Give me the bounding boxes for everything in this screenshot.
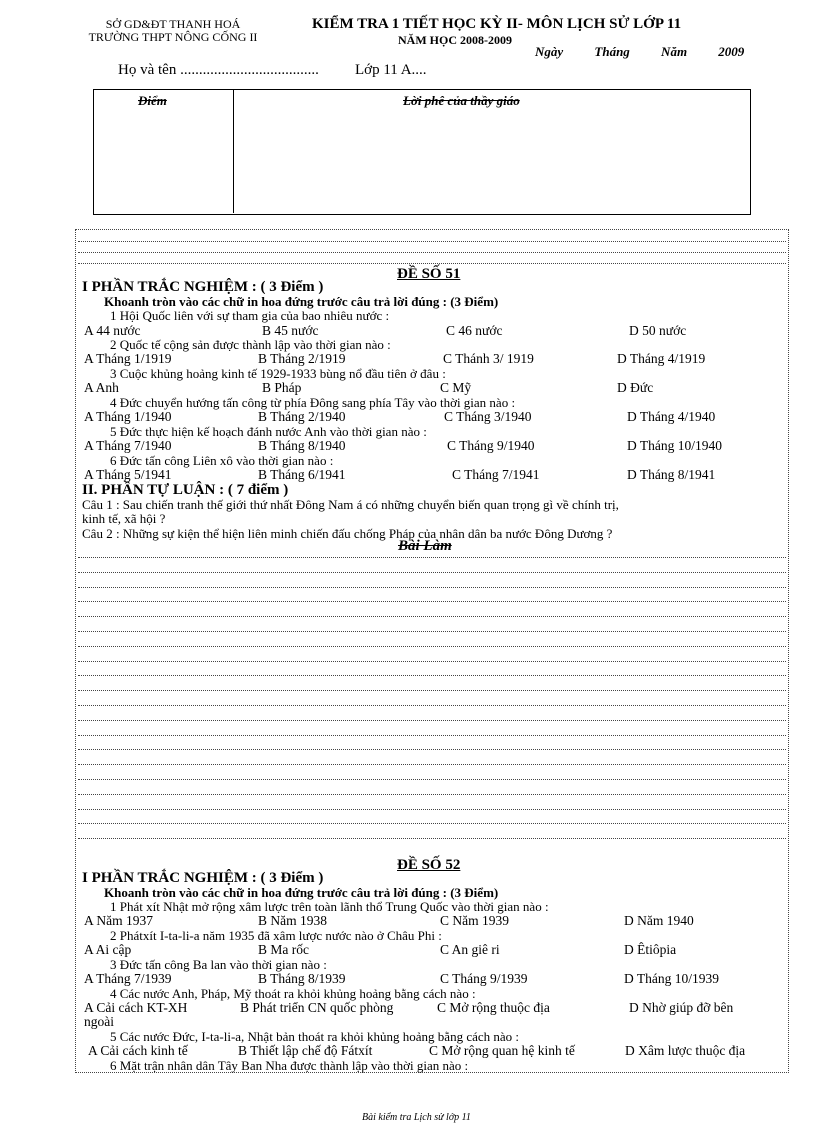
exam-51-q1-b[interactable]: B 45 nước [262, 323, 319, 338]
answer-line[interactable] [78, 631, 786, 632]
answer-line[interactable] [78, 572, 786, 573]
school-year: NĂM HỌC 2008-2009 [398, 33, 512, 47]
exam-52-q4: 4 Các nước Anh, Pháp, Mỹ thoát ra khỏi khủng hoảng bằng cách nào : [110, 986, 476, 1001]
score-divider [233, 89, 234, 213]
exam-51-q1-d[interactable]: D 50 nước [629, 323, 687, 338]
answer-line[interactable] [78, 616, 786, 617]
exam-52-q4-a[interactable]: A Cải cách KT-XH [84, 1000, 188, 1015]
exam-51-q2-a[interactable]: A Tháng 1/1919 [84, 351, 172, 366]
exam-52-code: ĐỀ SỐ 52 [397, 857, 461, 873]
exam-51-q1-c[interactable]: C 46 nước [446, 323, 503, 338]
exam-52-q3-b[interactable]: B Tháng 8/1939 [258, 971, 346, 986]
exam-51-q5: 5 Đức thực hiện kế hoạch đánh nước Anh vào thời gian nào : [110, 424, 427, 439]
answer-line[interactable] [78, 735, 786, 736]
exam-52-q3-c[interactable]: C Tháng 9/1939 [440, 971, 528, 986]
answer-line[interactable] [78, 838, 786, 839]
exam-51-q3-b[interactable]: B Pháp [262, 380, 302, 395]
exam-51-q2-d[interactable]: D Tháng 4/1919 [617, 351, 706, 366]
exam-51-q1-a[interactable]: A 44 nước [84, 323, 141, 338]
answer-line[interactable] [78, 749, 786, 750]
exam-52-section-1: I PHẦN TRẮC NGHIỆM : ( 3 Điểm ) [82, 870, 324, 886]
answer-line[interactable] [78, 764, 786, 765]
exam-52-q4-d-cont: ngoài [84, 1014, 114, 1029]
exam-51-q3-a[interactable]: A Anh [84, 380, 119, 395]
answer-line[interactable] [78, 557, 786, 558]
exam-51-q1: 1 Hội Quốc liên với sự tham gia của bao nhiêu nước : [110, 308, 390, 323]
exam-51-essay-1a: Câu 1 : Sau chiến tranh thế giới thứ nhất Đông Nam á có những chuyển biến quan trọng gì về chính trị, [82, 497, 619, 512]
exam-51-q4-b[interactable]: B Tháng 2/1940 [258, 409, 346, 424]
answer-line[interactable] [78, 809, 786, 810]
exam-51-q2-c[interactable]: C Thánh 3/ 1919 [443, 351, 534, 366]
exam-51-code: ĐỀ SỐ 51 [397, 266, 461, 282]
exam-52-q6: 6 Mặt trận nhân dân Tây Ban Nha được thành lập vào thời gian nào : [110, 1058, 469, 1073]
exam-51-q5-a[interactable]: A Tháng 7/1940 [84, 438, 172, 453]
exam-51-q3-d[interactable]: D Đức [617, 380, 654, 395]
answer-line[interactable] [78, 794, 786, 795]
answer-line[interactable] [78, 779, 786, 780]
exam-51-q6-d[interactable]: D Tháng 8/1941 [627, 467, 716, 482]
exam-52-q3: 3 Đức tấn công Ba lan vào thời gian nào : [110, 957, 327, 972]
exam-51-essay-2: Câu 2 : Những sự kiện thể hiện liên minh chiến đấu chống Pháp của nhân dân ba nước Đông Dương ? [82, 526, 613, 541]
exam-51-instruction: Khoanh tròn vào các chữ in hoa đứng trước câu trả lời đúng : (3 Điểm) [104, 294, 499, 309]
exam-51-q4-d[interactable]: D Tháng 4/1940 [627, 409, 716, 424]
exam-52-instruction: Khoanh tròn vào các chữ in hoa đứng trước câu trả lời đúng : (3 Điểm) [104, 885, 499, 900]
answer-line[interactable] [78, 823, 786, 824]
exam-52-q1-a[interactable]: A Năm 1937 [84, 913, 153, 928]
exam-52-q1-d[interactable]: D Năm 1940 [624, 913, 694, 928]
answer-line[interactable] [78, 690, 786, 691]
answer-line[interactable] [78, 601, 786, 602]
exam-52-q5: 5 Các nước Đức, I-ta-li-a, Nhật bản thoát ra khỏi khủng hoảng bằng cách nào : [110, 1029, 520, 1044]
exam-52-q4-b[interactable]: B Phát triển CN quốc phòng [240, 1000, 394, 1015]
exam-51-q6-a[interactable]: A Tháng 5/1941 [84, 467, 172, 482]
header-left [78, 18, 268, 44]
answer-heading: Bài Làm [398, 538, 452, 554]
exam-52-q5-d[interactable]: D Xâm lược thuộc địa [625, 1043, 746, 1058]
exam-52-q1-c[interactable]: C Năm 1939 [440, 913, 509, 928]
exam-51-q2: 2 Quốc tế cộng sản được thành lập vào thời gian nào : [110, 337, 391, 352]
answer-line[interactable] [78, 661, 786, 662]
exam-51-q3-c[interactable]: C Mỹ [440, 380, 472, 395]
exam-52-q5-c[interactable]: C Mở rộng quan hệ kinh tế [429, 1043, 575, 1058]
exam-51-q5-d[interactable]: D Tháng 10/1940 [627, 438, 722, 453]
answer-line[interactable] [78, 646, 786, 647]
exam-title: KIỂM TRA 1 TIẾT HỌC KỲ II- MÔN LỊCH SỬ LỚP 11 [312, 16, 682, 32]
teacher-comment-label: Lời phê của thầy giáo [403, 93, 520, 108]
exam-51-q5-c[interactable]: C Tháng 9/1940 [447, 438, 535, 453]
exam-52-q5-a[interactable]: A Cải cách kinh tế [88, 1043, 188, 1058]
exam-51-q3: 3 Cuộc khủng hoảng kinh tế 1929-1933 bùng nổ đầu tiên ở đâu : [110, 366, 446, 381]
exam-52-q1-b[interactable]: B Năm 1938 [258, 913, 327, 928]
answer-line[interactable] [78, 675, 786, 676]
page-footer: Bài kiểm tra Lịch sử lớp 11 [362, 1112, 471, 1123]
exam-52-q4-d[interactable]: D Nhờ giúp đỡ bên [629, 1000, 734, 1015]
school-name: TRƯỜNG THPT NÔNG CỐNG II [88, 30, 258, 44]
exam-52-q4-c[interactable]: C Mở rộng thuộc địa [437, 1000, 550, 1015]
exam-51-q2-b[interactable]: B Tháng 2/1919 [258, 351, 346, 366]
exam-51-q6-c[interactable]: C Tháng 7/1941 [452, 467, 540, 482]
exam-52-q3-d[interactable]: D Tháng 10/1939 [624, 971, 719, 986]
score-label: Điểm [138, 93, 167, 108]
exam-52-q2-a[interactable]: A Ai cập [84, 942, 132, 957]
exam-51-q5-b[interactable]: B Tháng 8/1940 [258, 438, 346, 453]
class-line: Lớp 11 A.... [355, 62, 427, 78]
exam-52-q2-d[interactable]: D Êtiôpia [624, 942, 677, 957]
exam-52-q5-b[interactable]: B Thiết lập chế độ Fátxít [238, 1043, 373, 1058]
answer-line[interactable] [78, 587, 786, 588]
exam-52-q2-c[interactable]: C An giê ri [440, 942, 500, 957]
exam-52-q1: 1 Phát xít Nhật mở rộng xâm lược trên toàn lãnh thổ Trung Quốc vào thời gian nào : [110, 899, 549, 914]
exam-51-q6: 6 Đức tấn công Liên xô vào thời gian nào : [110, 453, 334, 468]
student-name-line: Họ và tên ..................................... [118, 62, 319, 78]
date-line: Ngày Tháng Năm 2009 [535, 44, 745, 59]
exam-52-q3-a[interactable]: A Tháng 7/1939 [84, 971, 172, 986]
answer-line[interactable] [78, 705, 786, 706]
dept-name: SỞ GD&ĐT THANH HOÁ [105, 17, 241, 31]
exam-51-section-2: II. PHẦN TỰ LUẬN : ( 7 điểm ) [82, 482, 289, 498]
exam-51-q6-b[interactable]: B Tháng 6/1941 [258, 467, 346, 482]
exam-52-q2: 2 Phátxít I-ta-li-a năm 1935 đã xâm lược nước nào ở Châu Phi : [110, 928, 442, 943]
exam-51-q4: 4 Đức chuyển hướng tấn công từ phía Đông sang phía Tây vào thời gian nào : [110, 395, 516, 410]
exam-51-q4-c[interactable]: C Tháng 3/1940 [444, 409, 532, 424]
answer-line[interactable] [78, 720, 786, 721]
exam-51-essay-1b: kinh tế, xã hội ? [82, 511, 166, 526]
exam-52-q2-b[interactable]: B Ma rốc [258, 942, 309, 957]
exam-51-section-1: I PHẦN TRẮC NGHIỆM : ( 3 Điểm ) [82, 279, 324, 295]
exam-51-q4-a[interactable]: A Tháng 1/1940 [84, 409, 172, 424]
